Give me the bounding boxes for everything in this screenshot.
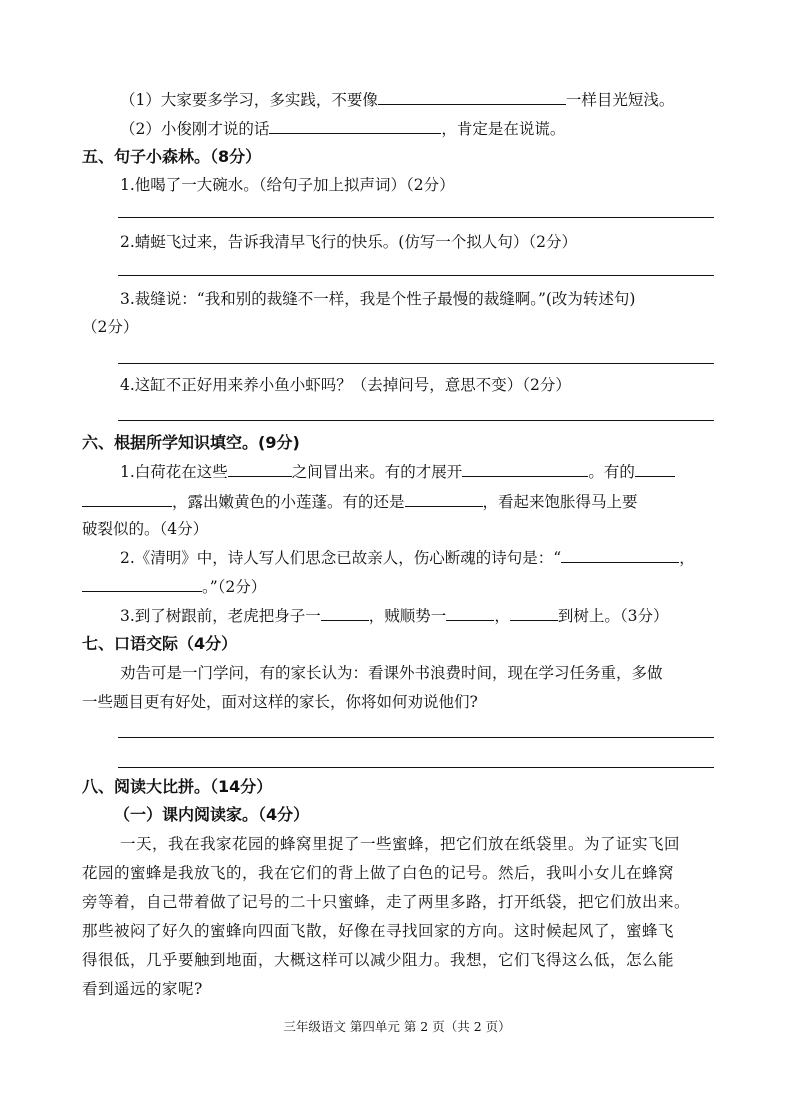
s7-paragraph-line2: 一些题目更有好处，面对这样的家长，你将如何劝说他们? (82, 693, 478, 711)
section-6-title: 六、根据所学知识填空。(9分) (82, 433, 300, 452)
s6-q1-text-d: ，露出嫩黄色的小莲蓬。有的还是 (172, 493, 405, 511)
page-footer: 三年级语文 第四单元 第 2 页（共 2 页） (283, 1019, 511, 1034)
passage-line-6: 看到遥远的家呢? (82, 980, 203, 998)
fill-q1-text-a: （1）大家要多学习，多实践，不要像 (120, 91, 378, 109)
fill-q2-line (120, 117, 565, 139)
s6-q2-blank-1[interactable] (561, 546, 679, 563)
s5-q2: 2.蜻蜓飞过来，告诉我清早飞行的快乐。(仿写一个拟人句）（2分） (120, 233, 577, 251)
section-8-title: 八、阅读大比拼。（14分） (82, 777, 273, 796)
s6-q1-text-b: 之间冒出来。有的才展开 (291, 463, 463, 481)
s5-q1: 1.他喝了一大碗水。（给句子加上拟声词）（2分） (120, 176, 455, 194)
s5-q3-answer-line[interactable] (118, 363, 714, 364)
fill-q2-text-b: ，肯定是在说谎。 (441, 120, 566, 138)
fill-q2-blank[interactable] (269, 117, 441, 134)
fill-q2-text-a: （2）小俊刚才说的话 (120, 120, 270, 138)
passage-line-4: 那些被闷了好久的蜜蜂向四面飞散，好像在寻找回家的方向。这时候起风了，蜜蜂飞 (82, 922, 675, 940)
s6-q2-line1 (120, 546, 695, 568)
s5-q3-line1: 3.裁缝说：“我和别的裁缝不一样，我是个性子最慢的裁缝啊。”(改为转述句) (120, 290, 636, 308)
s6-q1-blank-3b[interactable] (82, 490, 172, 507)
s6-q1-blank-1[interactable] (228, 460, 292, 477)
s5-q4-answer-line[interactable] (118, 420, 714, 421)
s7-paragraph-line1: 劝告可是一门学问，有的家长认为：看课外书浪费时间，现在学习任务重，多做 (120, 664, 663, 682)
s5-q3-line2: （2分） (82, 318, 139, 336)
passage-line-5: 得很低，几乎要触到地面，大概这样可以减少阻力。我想，它们飞得这么低，怎么能 (82, 951, 675, 969)
fill-q1-line (120, 88, 674, 110)
s5-q1-answer-line[interactable] (118, 217, 714, 218)
passage-line-3: 旁等着，自己带着做了记号的二十只蜜蜂，走了两里多路，打开纸袋，把它们放出来。 (82, 893, 691, 911)
s6-q1-line3: 破裂似的。（4分） (82, 520, 209, 538)
s5-q4: 4.这缸不正好用来养小鱼小虾吗？（去掉问号，意思不变）（2分） (120, 376, 571, 394)
s6-q1-blank-3a[interactable] (635, 460, 675, 477)
s6-q1-blank-2[interactable] (462, 460, 588, 477)
s5-q2-answer-line[interactable] (118, 275, 714, 276)
s6-q3-blank-2[interactable] (446, 604, 494, 621)
s6-q3-text-c: ， (494, 607, 510, 625)
s6-q3-text-a: 3.到了树跟前，老虎把身子一 (120, 607, 321, 625)
s6-q3-blank-1[interactable] (321, 604, 369, 621)
s6-q2-line2 (82, 575, 266, 597)
fill-q1-blank[interactable] (378, 88, 566, 105)
passage-line-2: 花园的蜜蜂是我放飞的，我在它们的背上做了白色的记号。然后，我叫小女儿在蜂窝 (82, 864, 675, 882)
s7-answer-line-2[interactable] (118, 767, 714, 768)
s6-q2-text-c: 。”（2分） (202, 578, 267, 596)
s6-q1-blank-4[interactable] (405, 490, 483, 507)
s6-q1-text-e: ，看起来饱胀得马上要 (482, 493, 638, 511)
s6-q3-text-d: 到树上。（3分） (557, 607, 669, 625)
s6-q2-text-a: 2.《清明》中，诗人写人们思念已故亲人，伤心断魂的诗句是：“ (120, 549, 562, 567)
s6-q2-blank-2[interactable] (82, 575, 202, 592)
section-7-title: 七、口语交际（4分） (82, 634, 238, 653)
passage-line-1: 一天，我在我家花园的蜂窝里捉了一些蜜蜂，把它们放在纸袋里。为了证实飞回 (120, 835, 681, 853)
s6-q1-line1 (120, 460, 675, 482)
s6-q3-blank-3[interactable] (510, 604, 558, 621)
s6-q1-text-a: 1.白荷花在这些 (120, 463, 228, 481)
fill-q1-text-b: 一样目光短浅。 (565, 91, 675, 109)
s6-q1-line2 (82, 490, 638, 512)
s6-q3-text-b: ，贼顺势一 (368, 607, 447, 625)
s7-answer-line-1[interactable] (118, 737, 714, 738)
section-8-subtitle: （一）课内阅读家。（4分） (114, 805, 310, 824)
s6-q2-text-b: ， (679, 549, 695, 567)
section-5-title: 五、句子小森林。（8分） (82, 147, 262, 166)
s6-q1-text-c: 。有的 (588, 463, 635, 481)
s6-q3-line (120, 604, 668, 626)
